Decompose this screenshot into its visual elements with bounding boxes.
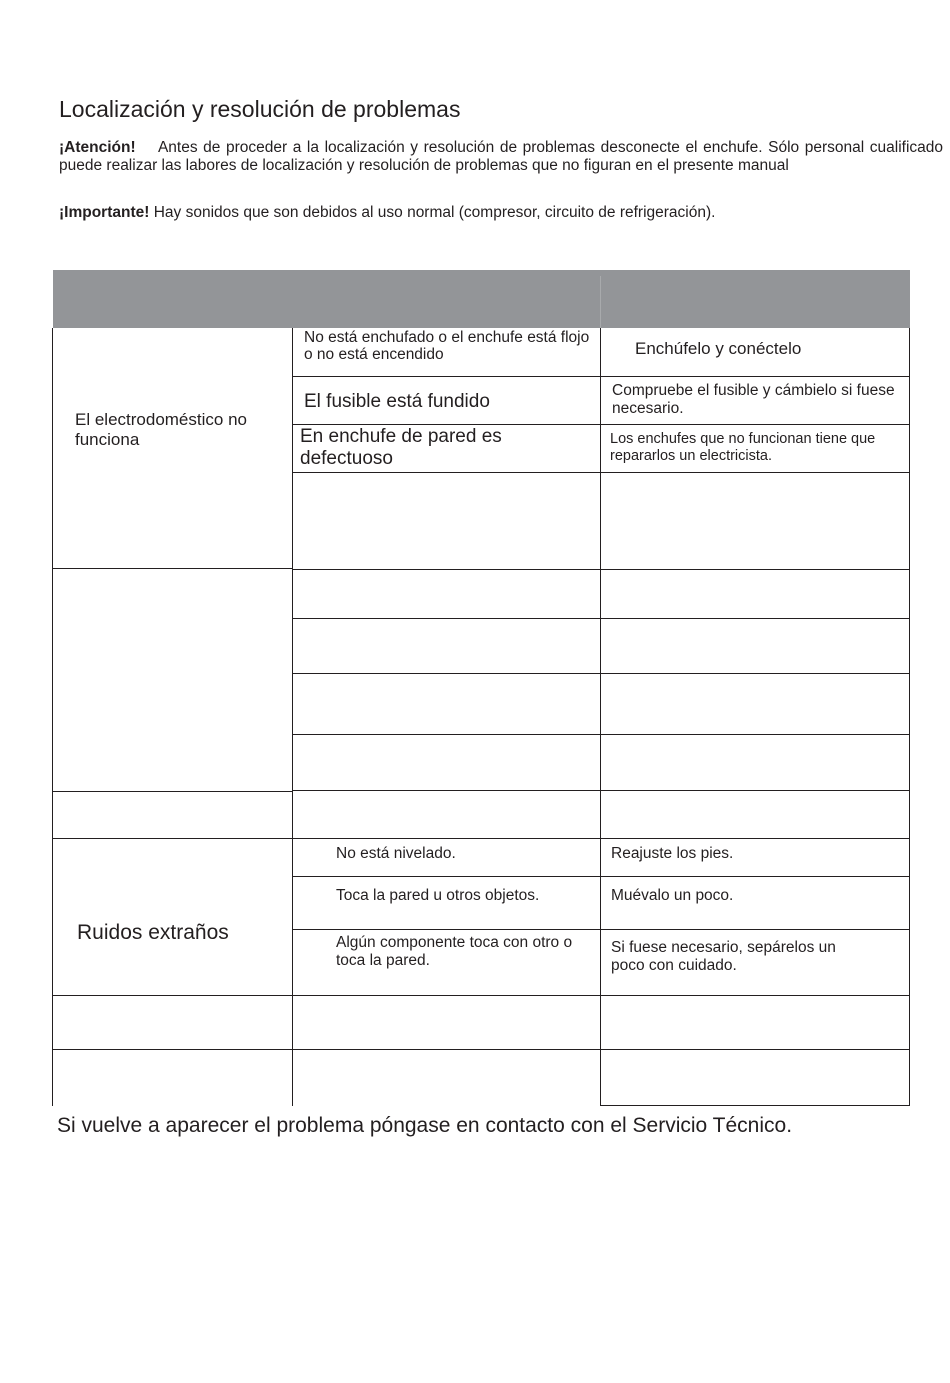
solution-cell: Los enchufes que no funcionan tiene que repararlos un electricista. [610, 431, 876, 464]
row-divider [292, 995, 910, 996]
table-border-left [52, 328, 53, 1106]
row-divider [292, 673, 910, 674]
row-divider [292, 876, 910, 877]
problem-no-funciona: El electrodoméstico no funciona [75, 410, 247, 449]
page-title: Localización y resolución de problemas [59, 96, 461, 122]
solution-cell: Compruebe el fusible y cámbielo si fuese necesario. [612, 382, 895, 417]
row-divider [292, 734, 910, 735]
row-divider [292, 790, 910, 791]
attention-label: ¡Atención! [59, 139, 136, 156]
solution-cell: Enchúfelo y conéctelo [635, 339, 802, 358]
column-divider-2 [600, 328, 601, 1106]
cause-cell: En enchufe de pared es defectuoso [300, 426, 502, 469]
group-divider [52, 995, 292, 996]
group-divider [52, 1049, 292, 1050]
group-divider [52, 568, 292, 569]
table-header [53, 270, 910, 328]
group-divider [52, 791, 292, 792]
cause-cell: No está enchufado o el enchufe está flojo o no está encendido [304, 329, 590, 363]
important-label: ¡Importante! [59, 204, 150, 221]
cause-cell: Algún componente toca con otro o toca la pared. [336, 934, 573, 969]
table-border-right [909, 328, 910, 1106]
footer-note: Si vuelve a aparecer el problema póngase en contacto con el Servicio Técnico. [57, 1114, 793, 1137]
row-divider [292, 929, 910, 930]
row-divider [292, 376, 910, 377]
cause-cell: El fusible está fundido [304, 391, 490, 412]
problem-ruidos: Ruidos extraños [77, 921, 229, 944]
attention-text: Antes de proceder a la localización y resolución de problemas desconecte el enchufe. Sólo personal cualificado puede realizar las labores de localización y resolución de problemas que no figuran en el presente manual [59, 139, 943, 174]
row-divider [292, 838, 910, 839]
column-divider-1 [292, 328, 293, 1106]
row-divider [292, 569, 910, 570]
cause-cell: No está nivelado. [336, 845, 456, 862]
attention-paragraph [59, 139, 943, 175]
row-divider [292, 472, 910, 473]
important-text: Hay sonidos que son debidos al uso normal (compresor, circuito de refrigeración). [153, 204, 716, 221]
row-divider [292, 1049, 910, 1050]
row-divider [600, 1105, 910, 1106]
header-divider [600, 276, 601, 328]
solution-cell: Reajuste los pies. [611, 845, 734, 862]
important-paragraph [59, 204, 943, 222]
solution-cell: Muévalo un poco. [611, 887, 734, 904]
cause-cell: Toca la pared u otros objetos. [336, 887, 540, 904]
solution-cell: Si fuese necesario, sepárelos un poco con cuidado. [611, 939, 836, 974]
row-divider [292, 618, 910, 619]
group-divider [52, 838, 292, 839]
